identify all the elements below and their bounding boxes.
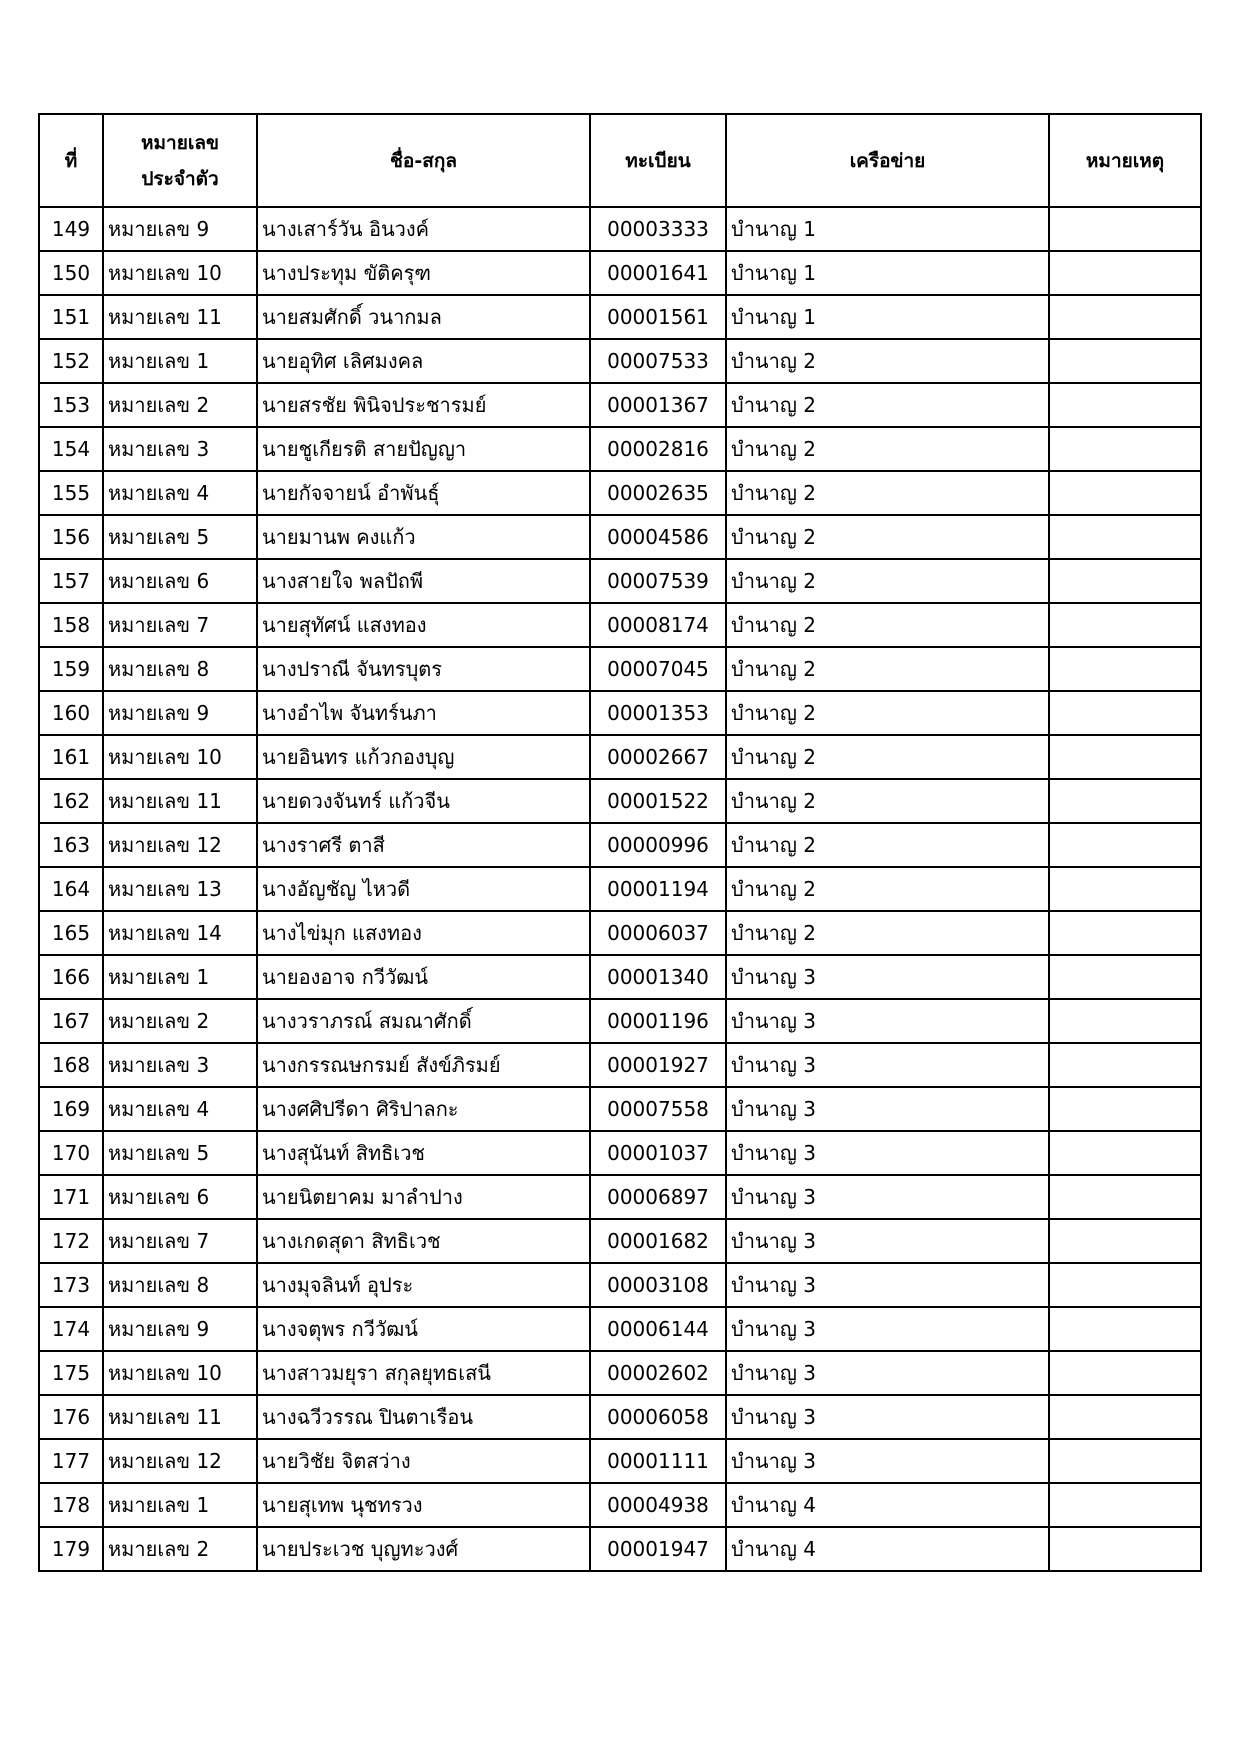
remark-cell <box>1049 1395 1201 1439</box>
table-row <box>39 1175 1201 1219</box>
full-name-cell: นางประทุม ขัติครุฑ <box>257 251 590 295</box>
table-row <box>39 471 1201 515</box>
full-name-cell: นางจตุพร กวีวัฒน์ <box>257 1307 590 1351</box>
row-number-cell: 160 <box>39 691 103 735</box>
row-number-cell: 164 <box>39 867 103 911</box>
table-row <box>39 251 1201 295</box>
remark-cell <box>1049 1483 1201 1527</box>
row-number-cell: 178 <box>39 1483 103 1527</box>
id-number-cell: หมายเลข 1 <box>103 339 257 383</box>
header-registration: ทะเบียน <box>590 114 726 207</box>
network-cell: บำนาญ 1 <box>726 251 1049 295</box>
table-row <box>39 867 1201 911</box>
network-cell: บำนาญ 3 <box>726 1131 1049 1175</box>
id-number-cell: หมายเลข 11 <box>103 1395 257 1439</box>
remark-cell <box>1049 1131 1201 1175</box>
network-cell: บำนาญ 2 <box>726 603 1049 647</box>
row-number-cell: 156 <box>39 515 103 559</box>
registration-cell: 00004586 <box>590 515 726 559</box>
network-cell: บำนาญ 1 <box>726 295 1049 339</box>
row-number-cell: 154 <box>39 427 103 471</box>
network-cell: บำนาญ 1 <box>726 207 1049 251</box>
registration-cell: 00006897 <box>590 1175 726 1219</box>
remark-cell <box>1049 867 1201 911</box>
id-number-cell: หมายเลข 10 <box>103 735 257 779</box>
full-name-cell: นางฉวีวรรณ ปินตาเรือน <box>257 1395 590 1439</box>
remark-cell <box>1049 559 1201 603</box>
full-name-cell: นายสุเทพ นุชทรวง <box>257 1483 590 1527</box>
id-number-cell: หมายเลข 5 <box>103 1131 257 1175</box>
network-cell: บำนาญ 2 <box>726 779 1049 823</box>
id-number-cell: หมายเลข 10 <box>103 251 257 295</box>
registration-cell: 00007539 <box>590 559 726 603</box>
id-number-cell: หมายเลข 6 <box>103 559 257 603</box>
network-cell: บำนาญ 4 <box>726 1527 1049 1571</box>
registration-cell: 00001367 <box>590 383 726 427</box>
id-number-cell: หมายเลข 3 <box>103 1043 257 1087</box>
registration-cell: 00001111 <box>590 1439 726 1483</box>
full-name-cell: นายสุทัศน์ แสงทอง <box>257 603 590 647</box>
registration-cell: 00001641 <box>590 251 726 295</box>
registration-cell: 00001340 <box>590 955 726 999</box>
registration-cell: 00007045 <box>590 647 726 691</box>
network-cell: บำนาญ 3 <box>726 1307 1049 1351</box>
remark-cell <box>1049 1043 1201 1087</box>
table-row <box>39 999 1201 1043</box>
network-cell: บำนาญ 4 <box>726 1483 1049 1527</box>
row-number-cell: 173 <box>39 1263 103 1307</box>
table-row <box>39 427 1201 471</box>
row-number-cell: 165 <box>39 911 103 955</box>
full-name-cell: นางมุจลินท์ อุประ <box>257 1263 590 1307</box>
full-name-cell: นางอำไพ จันทร์นภา <box>257 691 590 735</box>
remark-cell <box>1049 1263 1201 1307</box>
row-number-cell: 159 <box>39 647 103 691</box>
network-cell: บำนาญ 2 <box>726 823 1049 867</box>
network-cell: บำนาญ 3 <box>726 999 1049 1043</box>
remark-cell <box>1049 955 1201 999</box>
remark-cell <box>1049 427 1201 471</box>
registration-cell: 00002667 <box>590 735 726 779</box>
row-number-cell: 152 <box>39 339 103 383</box>
table-row <box>39 955 1201 999</box>
table-row <box>39 779 1201 823</box>
row-number-cell: 174 <box>39 1307 103 1351</box>
registration-cell: 00003333 <box>590 207 726 251</box>
network-cell: บำนาญ 3 <box>726 1087 1049 1131</box>
registration-cell: 00002635 <box>590 471 726 515</box>
id-number-cell: หมายเลข 12 <box>103 823 257 867</box>
full-name-cell: นายดวงจันทร์ แก้วจีน <box>257 779 590 823</box>
full-name-cell: นางเสาร์วัน อินวงค์ <box>257 207 590 251</box>
header-no: ที่ <box>39 114 103 207</box>
row-number-cell: 168 <box>39 1043 103 1087</box>
id-number-cell: หมายเลข 13 <box>103 867 257 911</box>
network-cell: บำนาญ 3 <box>726 1351 1049 1395</box>
table-row <box>39 1087 1201 1131</box>
registration-cell: 00001947 <box>590 1527 726 1571</box>
remark-cell <box>1049 911 1201 955</box>
table-row <box>39 515 1201 559</box>
full-name-cell: นางสายใจ พลปัถพี <box>257 559 590 603</box>
table-row <box>39 295 1201 339</box>
full-name-cell: นายสมศักดิ์ วนากมล <box>257 295 590 339</box>
network-cell: บำนาญ 3 <box>726 1439 1049 1483</box>
full-name-cell: นายกัจจายน์ อำพันธุ์ <box>257 471 590 515</box>
registration-cell: 00007558 <box>590 1087 726 1131</box>
registration-cell: 00007533 <box>590 339 726 383</box>
id-number-cell: หมายเลข 2 <box>103 999 257 1043</box>
remark-cell <box>1049 1527 1201 1571</box>
header-row <box>39 114 1201 207</box>
id-number-cell: หมายเลข 2 <box>103 1527 257 1571</box>
network-cell: บำนาญ 3 <box>726 955 1049 999</box>
registration-cell: 00001927 <box>590 1043 726 1087</box>
network-cell: บำนาญ 2 <box>726 867 1049 911</box>
row-number-cell: 158 <box>39 603 103 647</box>
table-row <box>39 1483 1201 1527</box>
table-row <box>39 1307 1201 1351</box>
remark-cell <box>1049 1175 1201 1219</box>
network-cell: บำนาญ 2 <box>726 471 1049 515</box>
full-name-cell: นายมานพ คงแก้ว <box>257 515 590 559</box>
table-row <box>39 1395 1201 1439</box>
network-cell: บำนาญ 2 <box>726 515 1049 559</box>
remark-cell <box>1049 779 1201 823</box>
row-number-cell: 171 <box>39 1175 103 1219</box>
remark-cell <box>1049 1087 1201 1131</box>
remark-cell <box>1049 603 1201 647</box>
remark-cell <box>1049 1439 1201 1483</box>
remark-cell <box>1049 383 1201 427</box>
row-number-cell: 176 <box>39 1395 103 1439</box>
id-number-cell: หมายเลข 5 <box>103 515 257 559</box>
remark-cell <box>1049 1219 1201 1263</box>
table-row <box>39 911 1201 955</box>
table-row <box>39 1219 1201 1263</box>
header-name: ชื่อ-สกุล <box>257 114 590 207</box>
id-number-cell: หมายเลข 4 <box>103 471 257 515</box>
registration-cell: 00001682 <box>590 1219 726 1263</box>
full-name-cell: นางไข่มุก แสงทอง <box>257 911 590 955</box>
network-cell: บำนาญ 2 <box>726 427 1049 471</box>
row-number-cell: 149 <box>39 207 103 251</box>
full-name-cell: นายสรชัย พินิจประชารมย์ <box>257 383 590 427</box>
network-cell: บำนาญ 2 <box>726 911 1049 955</box>
remark-cell <box>1049 691 1201 735</box>
row-number-cell: 150 <box>39 251 103 295</box>
full-name-cell: นางราศรี ตาสี <box>257 823 590 867</box>
registration-cell: 00001522 <box>590 779 726 823</box>
id-number-cell: หมายเลข 7 <box>103 1219 257 1263</box>
row-number-cell: 157 <box>39 559 103 603</box>
remark-cell <box>1049 471 1201 515</box>
table-row <box>39 1439 1201 1483</box>
id-number-cell: หมายเลข 14 <box>103 911 257 955</box>
id-number-cell: หมายเลข 2 <box>103 383 257 427</box>
full-name-cell: นางสาวมยุรา สกุลยุทธเสนี <box>257 1351 590 1395</box>
table-row <box>39 603 1201 647</box>
header-remark: หมายเหตุ <box>1049 114 1201 207</box>
remark-cell <box>1049 295 1201 339</box>
id-number-cell: หมายเลข 4 <box>103 1087 257 1131</box>
full-name-cell: นางอัญชัญ ไหวดี <box>257 867 590 911</box>
network-cell: บำนาญ 2 <box>726 647 1049 691</box>
registration-cell: 00006144 <box>590 1307 726 1351</box>
row-number-cell: 166 <box>39 955 103 999</box>
row-number-cell: 153 <box>39 383 103 427</box>
table-row <box>39 735 1201 779</box>
header-id-line2: ประจำตัว <box>141 167 219 190</box>
registration-cell: 00006037 <box>590 911 726 955</box>
table-row <box>39 823 1201 867</box>
network-cell: บำนาญ 2 <box>726 339 1049 383</box>
id-number-cell: หมายเลข 11 <box>103 295 257 339</box>
network-cell: บำนาญ 2 <box>726 691 1049 735</box>
remark-cell <box>1049 207 1201 251</box>
registration-cell: 00002602 <box>590 1351 726 1395</box>
registration-cell: 00008174 <box>590 603 726 647</box>
registration-cell: 00001194 <box>590 867 726 911</box>
row-number-cell: 177 <box>39 1439 103 1483</box>
table-row <box>39 1263 1201 1307</box>
remark-cell <box>1049 735 1201 779</box>
full-name-cell: นายวิชัย จิตสว่าง <box>257 1439 590 1483</box>
remark-cell <box>1049 823 1201 867</box>
full-name-cell: นายชูเกียรติ สายปัญญา <box>257 427 590 471</box>
network-cell: บำนาญ 2 <box>726 735 1049 779</box>
table-body <box>39 207 1201 1571</box>
full-name-cell: นางปราณี จันทรบุตร <box>257 647 590 691</box>
table-row <box>39 1131 1201 1175</box>
full-name-cell: นางเกดสุดา สิทธิเวช <box>257 1219 590 1263</box>
table-row <box>39 1351 1201 1395</box>
id-number-cell: หมายเลข 8 <box>103 647 257 691</box>
id-number-cell: หมายเลข 9 <box>103 207 257 251</box>
id-number-cell: หมายเลข 7 <box>103 603 257 647</box>
full-name-cell: นายอุทิศ เลิศมงคล <box>257 339 590 383</box>
row-number-cell: 163 <box>39 823 103 867</box>
row-number-cell: 179 <box>39 1527 103 1571</box>
table-row <box>39 691 1201 735</box>
network-cell: บำนาญ 3 <box>726 1263 1049 1307</box>
registration-cell: 00001353 <box>590 691 726 735</box>
table-row <box>39 1527 1201 1571</box>
id-number-cell: หมายเลข 3 <box>103 427 257 471</box>
registration-cell: 00003108 <box>590 1263 726 1307</box>
full-name-cell: นางกรรณษกรมย์ สังข์ภิรมย์ <box>257 1043 590 1087</box>
registration-cell: 00001037 <box>590 1131 726 1175</box>
network-cell: บำนาญ 3 <box>726 1043 1049 1087</box>
remark-cell <box>1049 515 1201 559</box>
remark-cell <box>1049 339 1201 383</box>
remark-cell <box>1049 647 1201 691</box>
table-row <box>39 383 1201 427</box>
header-id-line1: หมายเลข <box>141 131 219 154</box>
full-name-cell: นายประเวช บุญทะวงศ์ <box>257 1527 590 1571</box>
registration-cell: 00004938 <box>590 1483 726 1527</box>
remark-cell <box>1049 1307 1201 1351</box>
remark-cell <box>1049 251 1201 295</box>
full-name-cell: นางวราภรณ์ สมณาศักดิ์ <box>257 999 590 1043</box>
registration-cell: 00001561 <box>590 295 726 339</box>
row-number-cell: 172 <box>39 1219 103 1263</box>
remark-cell <box>1049 999 1201 1043</box>
remark-cell <box>1049 1351 1201 1395</box>
table-row <box>39 339 1201 383</box>
row-number-cell: 175 <box>39 1351 103 1395</box>
id-number-cell: หมายเลข 12 <box>103 1439 257 1483</box>
network-cell: บำนาญ 2 <box>726 383 1049 427</box>
table-row <box>39 559 1201 603</box>
row-number-cell: 151 <box>39 295 103 339</box>
registration-cell: 00000996 <box>590 823 726 867</box>
network-cell: บำนาญ 3 <box>726 1219 1049 1263</box>
table-row <box>39 207 1201 251</box>
id-number-cell: หมายเลข 6 <box>103 1175 257 1219</box>
network-cell: บำนาญ 2 <box>726 559 1049 603</box>
network-cell: บำนาญ 3 <box>726 1395 1049 1439</box>
id-number-cell: หมายเลข 8 <box>103 1263 257 1307</box>
header-id-number <box>103 114 257 207</box>
row-number-cell: 169 <box>39 1087 103 1131</box>
id-number-cell: หมายเลข 1 <box>103 955 257 999</box>
network-cell: บำนาญ 3 <box>726 1175 1049 1219</box>
member-table <box>38 113 1202 1572</box>
registration-cell: 00006058 <box>590 1395 726 1439</box>
full-name-cell: นายนิตยาคม มาลำปาง <box>257 1175 590 1219</box>
row-number-cell: 155 <box>39 471 103 515</box>
full-name-cell: นายอินทร แก้วกองบุญ <box>257 735 590 779</box>
id-number-cell: หมายเลข 9 <box>103 691 257 735</box>
registration-cell: 00001196 <box>590 999 726 1043</box>
table-header <box>39 114 1201 207</box>
id-number-cell: หมายเลข 1 <box>103 1483 257 1527</box>
full-name-cell: นายองอาจ กวีวัฒน์ <box>257 955 590 999</box>
row-number-cell: 167 <box>39 999 103 1043</box>
row-number-cell: 162 <box>39 779 103 823</box>
header-network: เครือข่าย <box>726 114 1049 207</box>
full-name-cell: นางสุนันท์ สิทธิเวช <box>257 1131 590 1175</box>
id-number-cell: หมายเลข 11 <box>103 779 257 823</box>
row-number-cell: 161 <box>39 735 103 779</box>
id-number-cell: หมายเลข 10 <box>103 1351 257 1395</box>
full-name-cell: นางศศิปรีดา ศิริปาลกะ <box>257 1087 590 1131</box>
table-row <box>39 647 1201 691</box>
row-number-cell: 170 <box>39 1131 103 1175</box>
id-number-cell: หมายเลข 9 <box>103 1307 257 1351</box>
table-row <box>39 1043 1201 1087</box>
registration-cell: 00002816 <box>590 427 726 471</box>
